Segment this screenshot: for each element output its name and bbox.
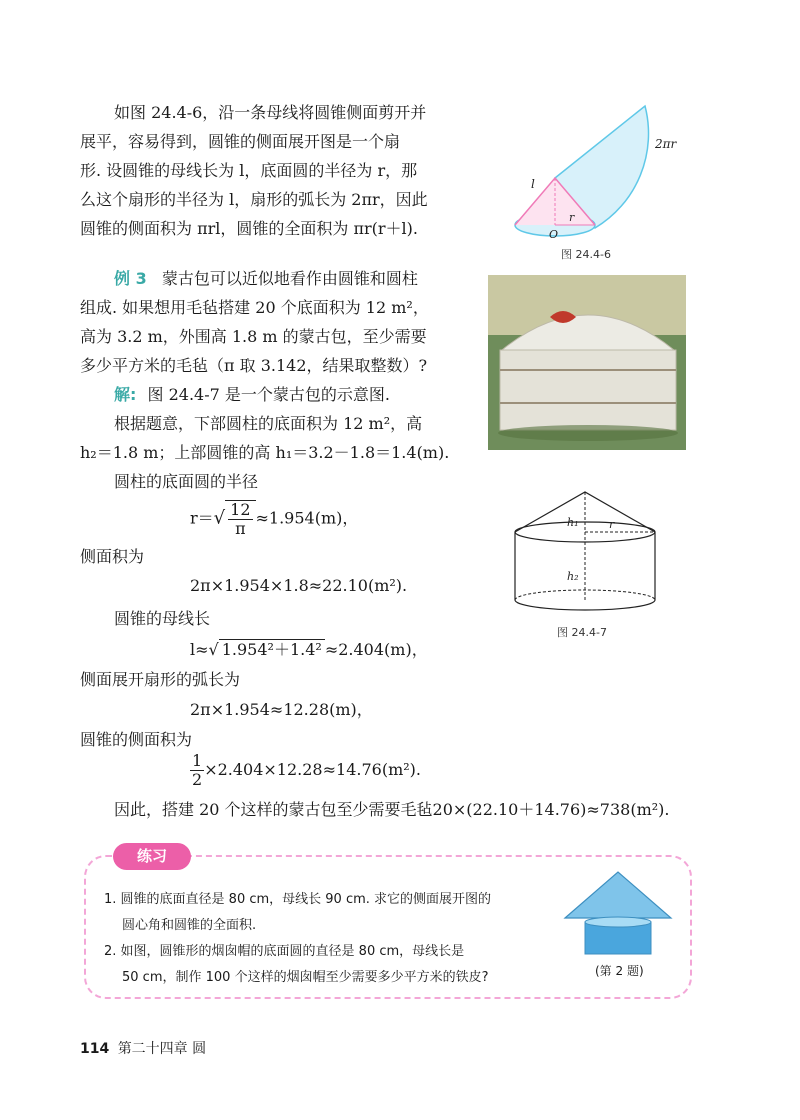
example-line: 蒙古包可以近似地看作由圆锥和圆柱	[161, 269, 418, 288]
solution-line: 侧面展开扇形的弧长为	[80, 670, 241, 689]
solution-conclusion: 因此，搭建 20 个这样的蒙古包至少需要毛毡20×(22.10＋14.76)≈738(m²).	[114, 800, 670, 819]
practice-question: 2. 如图，圆锥形的烟囱帽的底面圆的直径是 80 cm，母线长是	[104, 944, 465, 959]
cone-net-figure	[505, 78, 695, 243]
solution-line: 图 24.4-7 是一个蒙古包的示意图.	[147, 385, 390, 404]
page-footer	[80, 1038, 206, 1058]
label-h1: h₁	[567, 516, 579, 529]
yurt-diagram	[505, 488, 665, 618]
solution-line: 根据题意，下部圆柱的底面积为 12 m²，高	[114, 414, 423, 433]
intro-line: 么这个扇形的半径为 l，扇形的弧长为 2πr，因此	[80, 190, 428, 209]
label-h2: h₂	[567, 570, 579, 583]
solution-line: 圆柱的底面圆的半径	[114, 472, 259, 491]
chapter-title: 第二十四章 圆	[117, 1041, 207, 1057]
equation-radius: r＝√ $\frac{12}{\pi}$ ≈1.954(m)，	[190, 500, 359, 538]
equation-arc: 2π×1.954≈12.28(m)，	[190, 700, 373, 719]
label-r: r	[609, 518, 615, 531]
page-number: 114	[80, 1041, 110, 1057]
solution-line: 侧面积为	[80, 547, 145, 566]
figure-caption: 图 24.4-6	[561, 248, 611, 261]
solution-line: h₂＝1.8 m；上部圆锥的高 h₁＝3.2－1.8＝1.4(m).	[80, 443, 450, 462]
example-line: 组成. 如果想用毛毡搭建 20 个底面积为 12 m²，	[80, 298, 429, 317]
figure-caption: 图 24.4-7	[557, 626, 607, 639]
label-r: r	[569, 211, 575, 224]
label-2pir: 2πr	[655, 137, 677, 151]
solution-line: 圆锥的侧面积为	[80, 730, 193, 749]
example-line: 高为 3.2 m，外围高 1.8 m 的蒙古包，至少需要	[80, 327, 427, 346]
cap-cone	[565, 872, 671, 918]
example-line: 多少平方米的毛毡（π 取 3.142，结果取整数）?	[80, 356, 428, 375]
label-l: l	[531, 177, 535, 191]
figure-caption: (第 2 题)	[595, 964, 644, 978]
intro-line: 形. 设圆锥的母线长为 l，底面圆的半径为 r，那	[80, 161, 418, 180]
equation-cylinder-area: 2π×1.954×1.8≈22.10(m²).	[190, 576, 408, 595]
yurt-photo	[488, 275, 686, 450]
equation-cone-area: $\frac{1}{2}$ ×2.404×12.28≈14.76(m²).	[192, 751, 421, 789]
solution-line: 圆锥的母线长	[114, 609, 211, 628]
example-label: 例 3	[114, 269, 147, 288]
intro-line: 展平，容易得到，圆锥的侧面展开图是一个扇	[80, 132, 401, 151]
intro-line: 如图 24.4-6，沿一条母线将圆锥侧面剪开并	[114, 103, 427, 122]
practice-tab: 练习	[113, 843, 191, 870]
intro-line: 圆锥的侧面积为 πrl，圆锥的全面积为 πr(r＋l).	[80, 219, 418, 238]
cylinder-bottom-front	[515, 600, 655, 610]
solution-label: 解:	[114, 385, 137, 404]
practice-question: 50 cm，制作 100 个这样的烟囱帽至少需要多少平方米的铁皮?	[122, 970, 489, 985]
practice-question: 1. 圆锥的底面直径是 80 cm，母线长 90 cm. 求它的侧面展开图的	[104, 892, 492, 907]
label-o: O	[549, 228, 559, 241]
equation-slant: l≈√ 1.954²＋1.4² ≈2.404(m)，	[190, 640, 428, 659]
chimney-cap-figure	[563, 868, 673, 963]
practice-question: 圆心角和圆锥的全面积.	[122, 918, 257, 933]
